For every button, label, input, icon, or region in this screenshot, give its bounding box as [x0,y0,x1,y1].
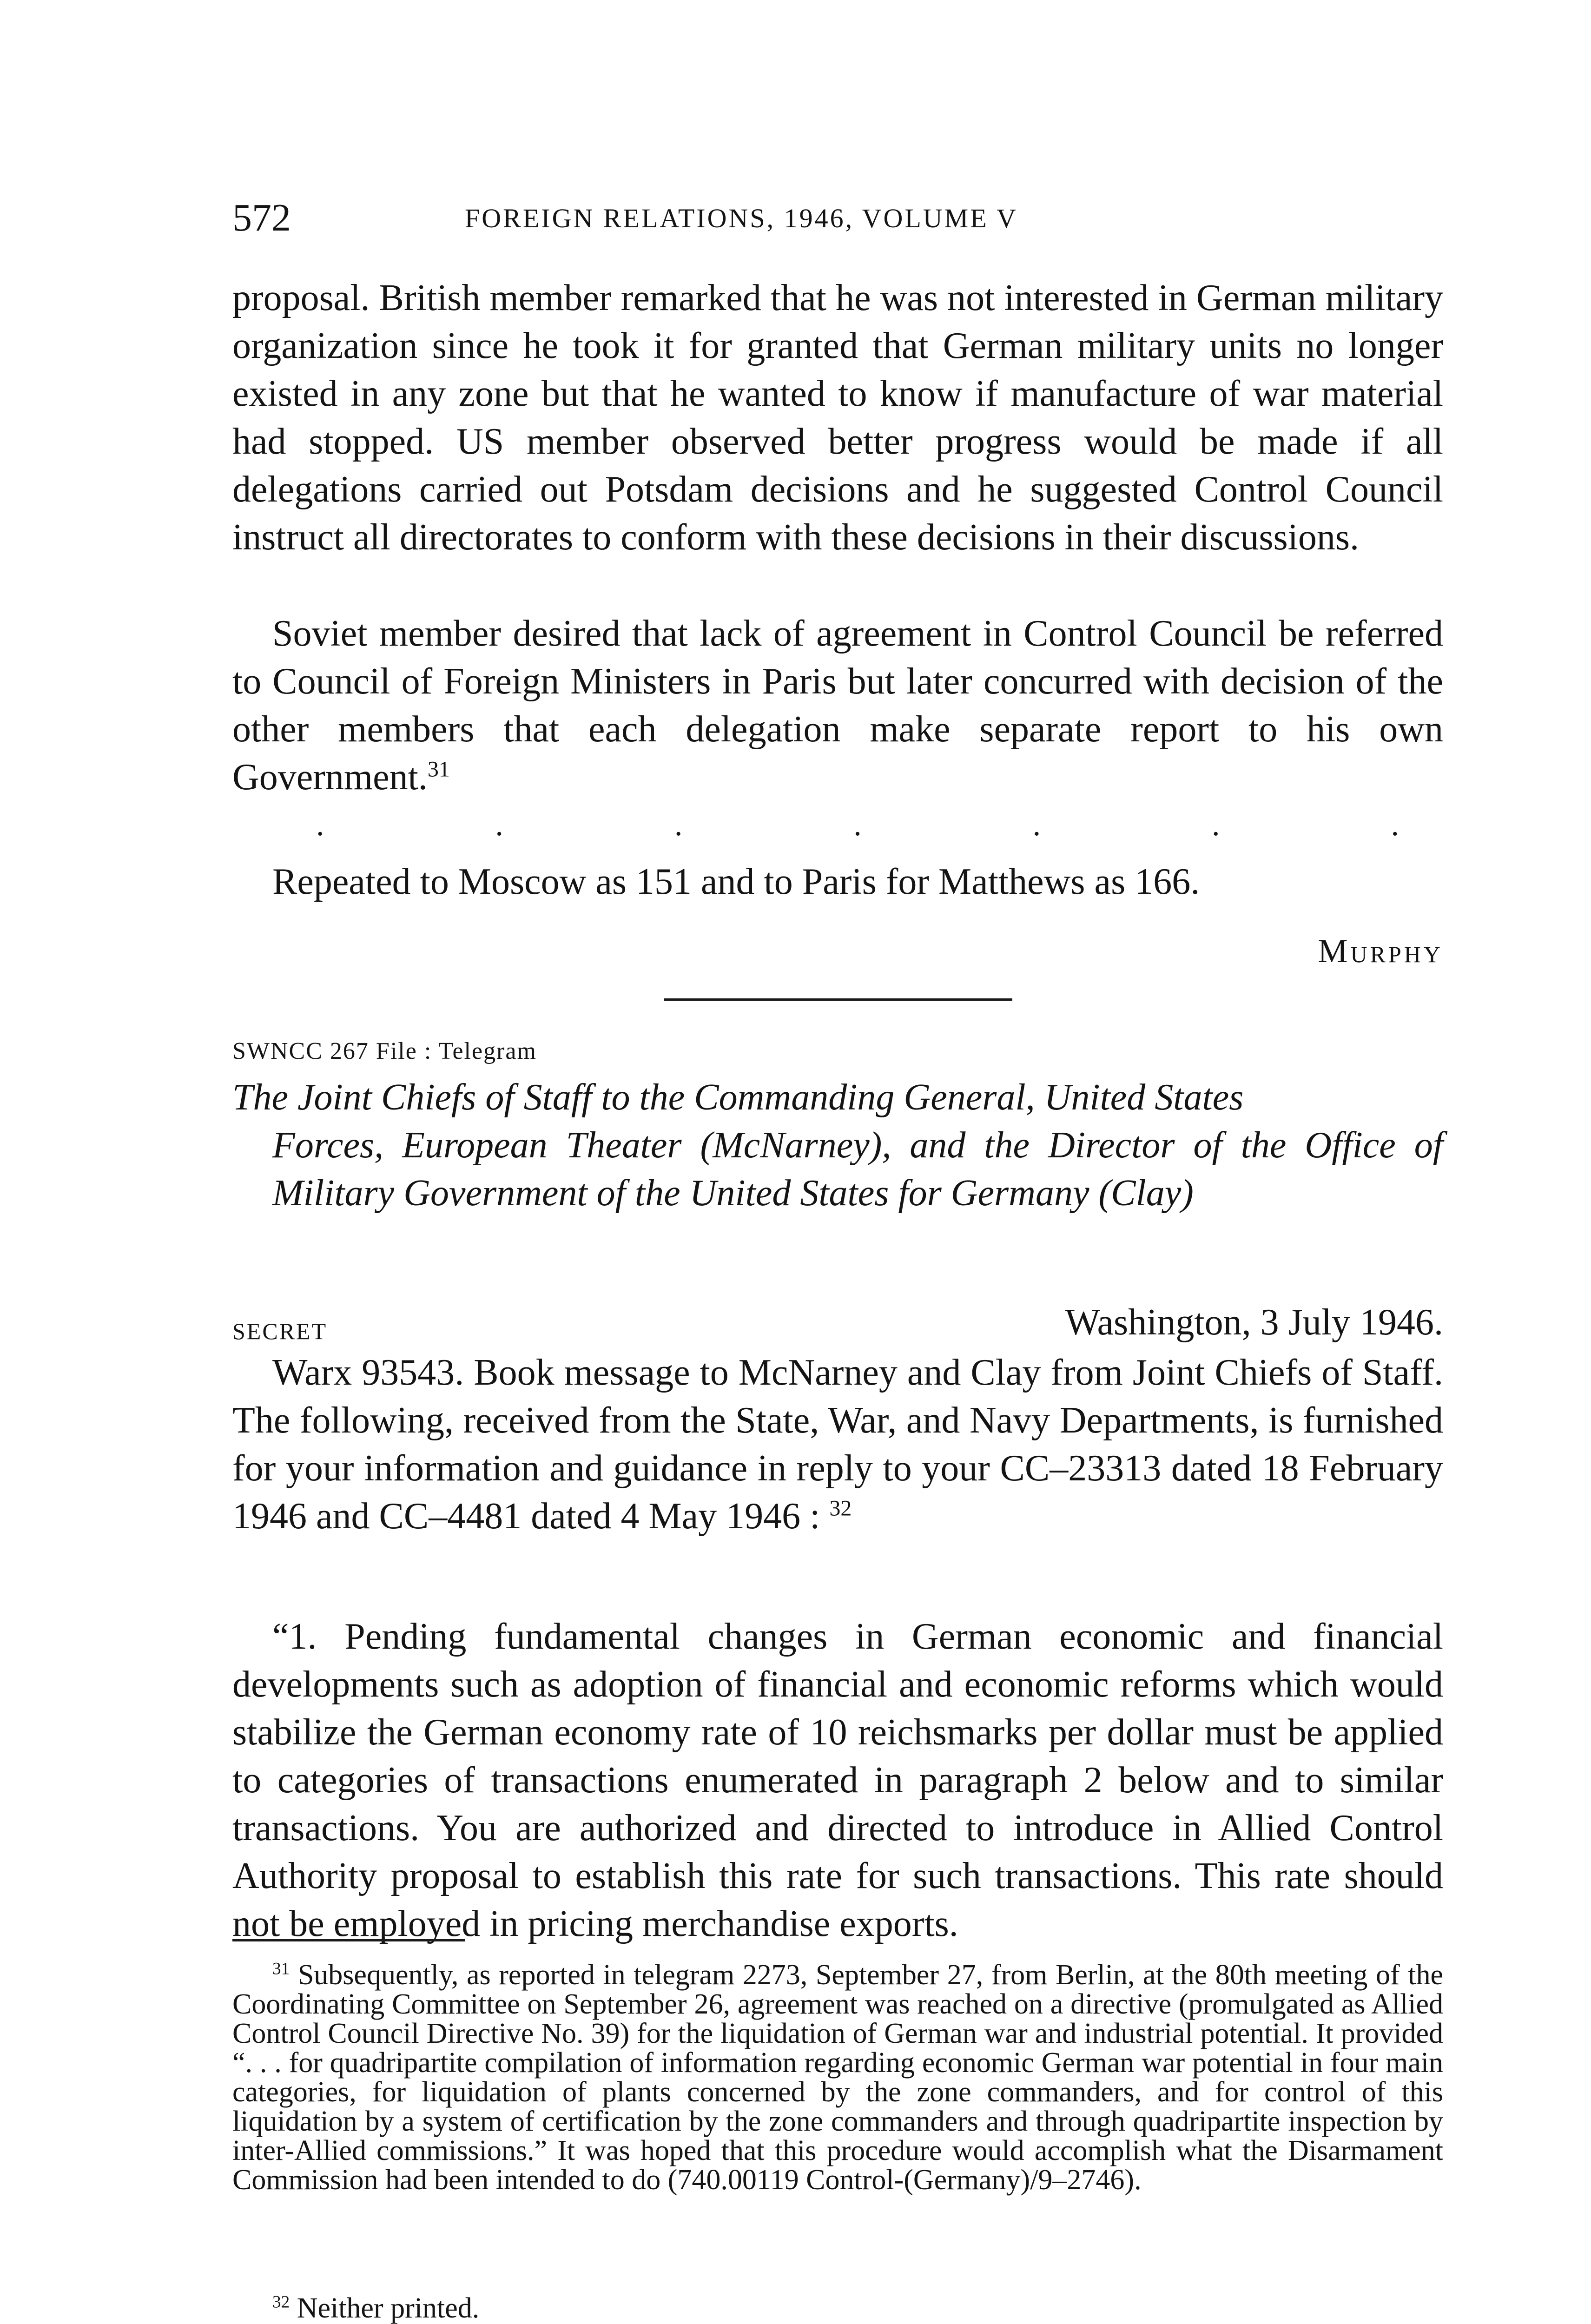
ellipsis-dot: . [1032,807,1041,843]
ellipsis-dot: . [1391,807,1399,843]
telegram-paragraph-1: “1. Pending fundamental changes in German economic and financial developments such as adoption of financial and economic reforms which would stabilize the German economy rate of 10 reichsmarks per dollar must be applied to categories of transactions enumerated in paragraph 2 below and to similar transactions. You are authorized and directed to introduce in Allied Control Authority proposal to establish this rate for such transactions. This rate should not be employed in pricing merchandise exports. [232,1616,1443,1944]
running-title: FOREIGN RELATIONS, 1946, VOLUME V [465,203,1018,233]
footnote-mark-32: 32 [272,2292,290,2312]
document-heading [232,1074,1443,1217]
telegram-intro [232,1349,1443,1540]
intro-text: Warx 93543. Book message to McNarney and Clay from Joint Chiefs of Staff. The following, received from the State, War, and Navy Departments, is furnished for your information and guidance in reply to your CC–23313 dated 18 February 1946 and CC–4481 dated 4 May 1946 : [232,1352,1443,1537]
ellipsis-dot: . [674,807,683,843]
ellipsis-dot: . [853,807,862,843]
classification: SECRET [232,1318,328,1344]
running-header [232,195,1443,237]
soviet-member-paragraph [232,610,1443,801]
footnote-mark-31: 31 [272,1959,290,1979]
continued-paragraph: proposal. British member remarked that he was not interested in German military organization since he took it for granted that German military units no longer existed in any zone but that he wanted to know if manufacture of war material had stopped. US member observed better progress would be made if all delegations carried out Potsdam decisions and he suggested Control Council instruct all directorates to conform with these decisions in their discussions. [232,277,1443,558]
page-number: 572 [232,196,291,239]
paragraph-text: Soviet member desired that lack of agreement in Control Council be referred to Council of Foreign Ministers in Paris but later concurred with decision of the other members that each delegation make separate report to his own Government. [232,613,1443,798]
ellipsis-dots [316,806,1399,844]
footnote-ref-31: 31 [427,757,450,782]
footnote-31 [232,1961,1443,2195]
footnote-divider [232,1939,465,1941]
ellipsis-dot: . [1212,807,1220,843]
repeated-line: Repeated to Moscow as 151 and to Paris for Matthews as 166. [272,861,1200,902]
footnote-31-text: Subsequently, as reported in telegram 2273, September 27, from Berlin, at the 80th meeting of the Coordinating Committee on September 26, agreement was reached on a directive (promulgated as Allied Control Council Directive No. 39) for the liquidation of German war and industrial potential. It provided “. . . for quadripartite compilation of information regarding economic German war potential in four main categories, for liquidation of plants concerned by the zone commanders, and for control of this liquidation by a system of certification by the zone commanders and through quadripartite inspection by inter-Allied commissions.” It was hoped that this procedure would accomplish what the Disarmament Commission had been intended to do (740.00119 Control-(Germany)/9–2746). [232,1959,1443,2196]
section-divider [664,998,1012,1001]
signature: Murphy [1318,932,1443,970]
dateline: Washington, 3 July 1946. [1065,1302,1443,1343]
footnote-ref-32: 32 [829,1496,852,1521]
footnote-32-text: Neither printed. [297,2292,480,2324]
ellipsis-dot: . [495,807,503,843]
footnote-32 [232,2294,1443,2323]
ellipsis-dot: . [316,807,324,843]
file-reference: SWNCC 267 File : Telegram [232,1038,537,1064]
heading-line-first: The Joint Chiefs of Staff to the Commanding General, United States [232,1077,1244,1118]
heading-line-rest: Forces, European Theater (McNarney), and the Director of the Office of Military Government of the United States for Germany (Clay) [272,1125,1443,1214]
